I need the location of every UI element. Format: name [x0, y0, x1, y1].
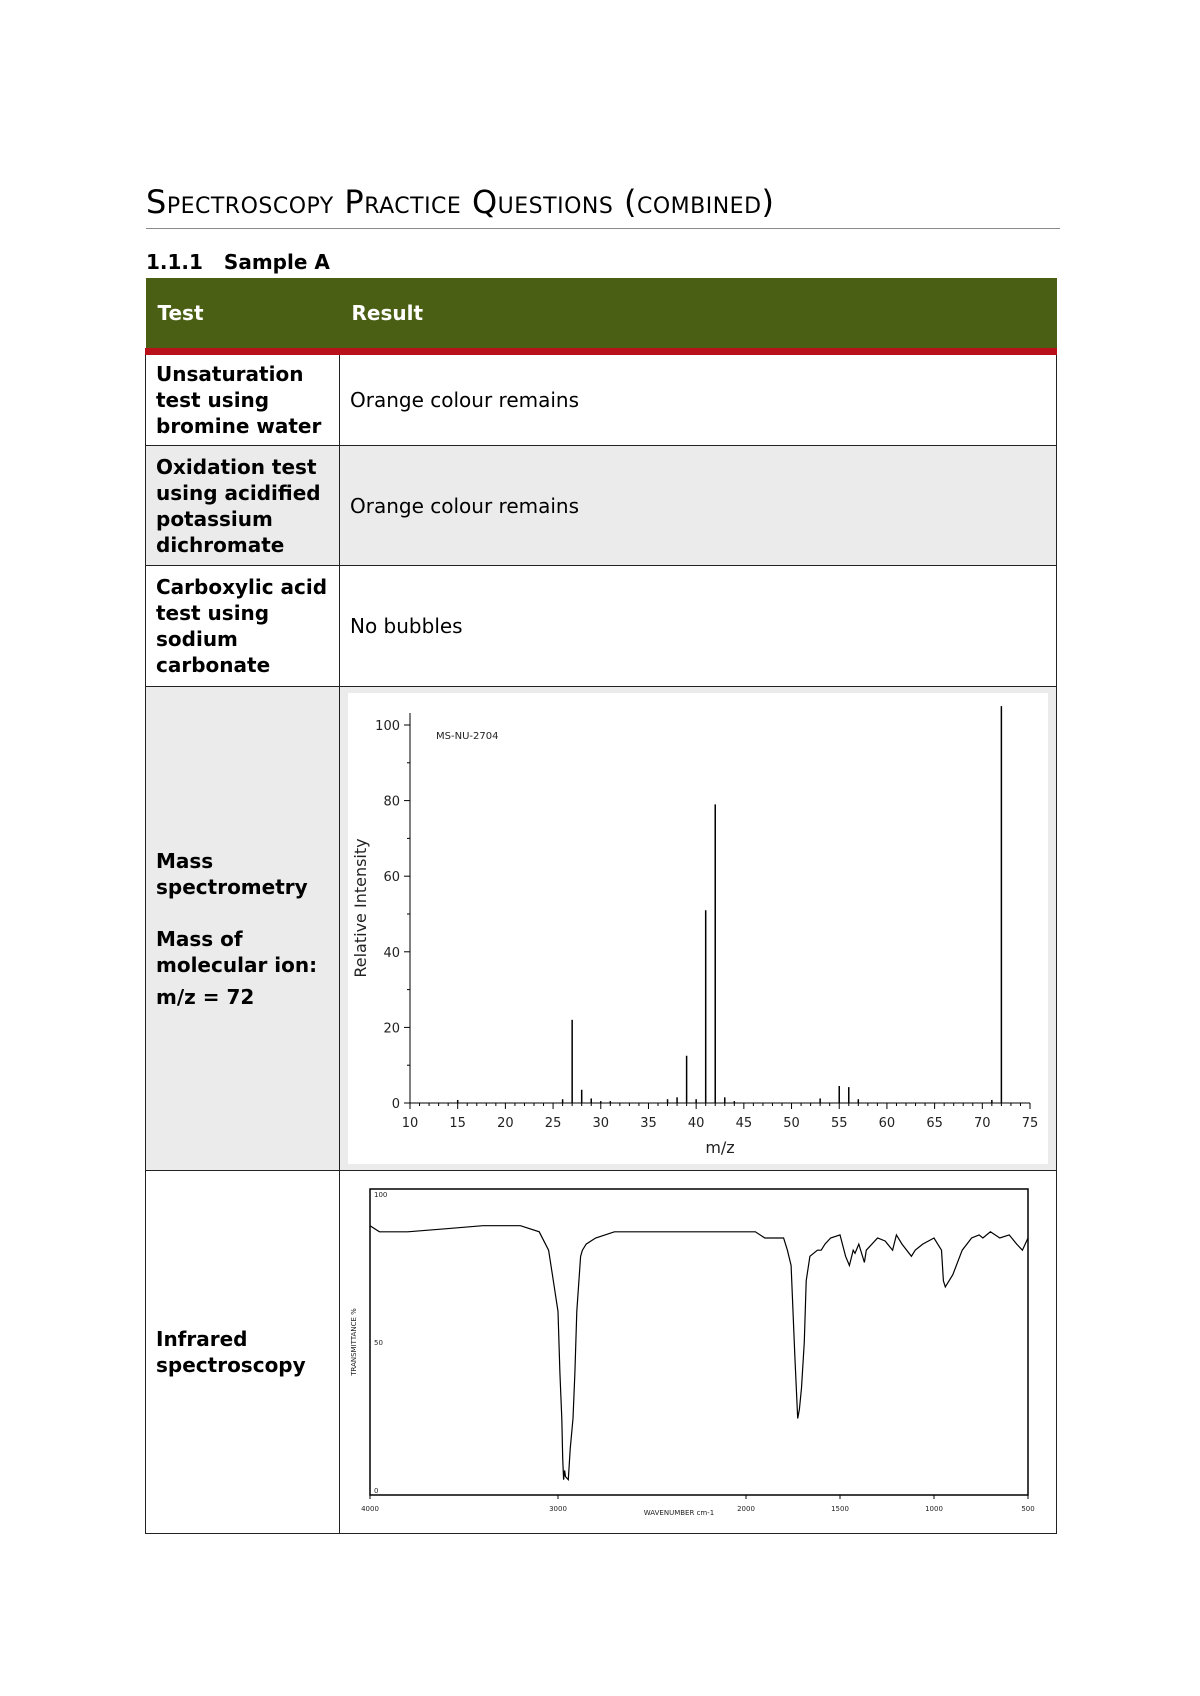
ms-y-tick-label: 20 — [383, 1021, 400, 1037]
ir-x-tick-label: 2000 — [737, 1505, 755, 1513]
test-cell: Oxidation test using acidified potassium dichromate — [146, 446, 340, 566]
ms-x-tick-label: 75 — [1021, 1116, 1038, 1131]
table-header-row — [146, 278, 1057, 352]
ms-y-tick-label: 60 — [383, 870, 400, 886]
ir-x-tick-label: 1000 — [925, 1505, 943, 1513]
ms-x-tick-label: 40 — [687, 1116, 705, 1131]
ms-x-tick-label: 20 — [497, 1116, 514, 1131]
page-title: Spectroscopy Practice Questions (combined) — [146, 182, 1060, 229]
ir-x-tick-label: 1500 — [831, 1505, 849, 1513]
ir-x-tick-label: 4000 — [361, 1505, 379, 1513]
table-row — [146, 566, 1057, 687]
header-test: Test — [146, 278, 340, 352]
mass-spectrum-chart — [348, 693, 1038, 1159]
results-table — [145, 278, 1057, 1534]
ms-x-tick-label: 60 — [878, 1116, 896, 1131]
ms-y-tick-label: 80 — [383, 794, 400, 810]
result-cell: Orange colour remains — [340, 352, 1057, 446]
result-cell — [340, 1171, 1057, 1534]
ir-x-tick-label: 500 — [1021, 1505, 1035, 1513]
ir-plot-frame — [370, 1189, 1028, 1495]
ms-x-tick-label: 65 — [926, 1116, 943, 1131]
table-row — [146, 352, 1057, 446]
ir-y-axis-label: TRANSMITTANCE % — [350, 1308, 358, 1376]
ms-y-axis-label: Relative Intensity — [351, 838, 370, 978]
ms-y-tick-label: 100 — [375, 719, 400, 734]
ms-y-tick-label: 0 — [391, 1097, 400, 1112]
molecular-ion-value: m/z = 72 — [156, 984, 255, 1009]
table-row — [146, 1171, 1057, 1534]
test-cell: Infrared spectroscopy — [146, 1171, 340, 1534]
ms-x-tick-label: 15 — [449, 1116, 466, 1131]
ir-x-tick-label: 3000 — [549, 1505, 567, 1513]
ms-spectrum-id: MS-NU-2704 — [436, 731, 499, 742]
ms-x-tick-label: 50 — [783, 1116, 800, 1131]
ms-x-axis-label: m/z — [705, 1138, 735, 1157]
result-cell: No bubbles — [340, 566, 1057, 687]
section-heading — [146, 250, 330, 274]
ms-x-tick-label: 55 — [830, 1116, 848, 1131]
table-row — [146, 687, 1057, 1171]
ms-x-tick-label: 10 — [401, 1116, 419, 1131]
test-cell: Carboxylic acid test using sodium carbonate — [146, 566, 340, 687]
result-cell: Orange colour remains — [340, 446, 1057, 566]
ir-y-tick-label: 0 — [374, 1487, 379, 1495]
result-cell — [340, 687, 1057, 1171]
ms-x-tick-label: 35 — [640, 1116, 657, 1131]
header-result: Result — [340, 278, 1057, 352]
test-cell: Unsaturation test using bromine water — [146, 352, 340, 446]
ir-x-axis-label: WAVENUMBER cm-1 — [643, 1509, 715, 1517]
ms-x-tick-label: 70 — [974, 1116, 991, 1131]
section-title: Sample A — [223, 250, 330, 274]
ir-y-tick-label: 100 — [374, 1191, 388, 1199]
ir-spectrum — [348, 1177, 1048, 1527]
ms-test-label: Mass spectrometry — [156, 848, 308, 899]
ir-transmittance-line — [370, 1226, 1028, 1480]
ir-y-tick-label: 50 — [374, 1339, 383, 1347]
ms-x-tick-label: 30 — [592, 1116, 610, 1131]
test-cell — [146, 687, 340, 1171]
molecular-ion-label: Mass of molecular ion: — [156, 926, 318, 977]
section-number: 1.1.1 — [146, 250, 203, 274]
mass-spectrum — [348, 693, 1048, 1164]
ms-y-tick-label: 40 — [383, 945, 400, 961]
table-row — [146, 446, 1057, 566]
ms-x-tick-label: 45 — [735, 1116, 753, 1131]
ir-spectrum-chart — [348, 1177, 1038, 1522]
ms-x-tick-label: 25 — [544, 1116, 562, 1131]
